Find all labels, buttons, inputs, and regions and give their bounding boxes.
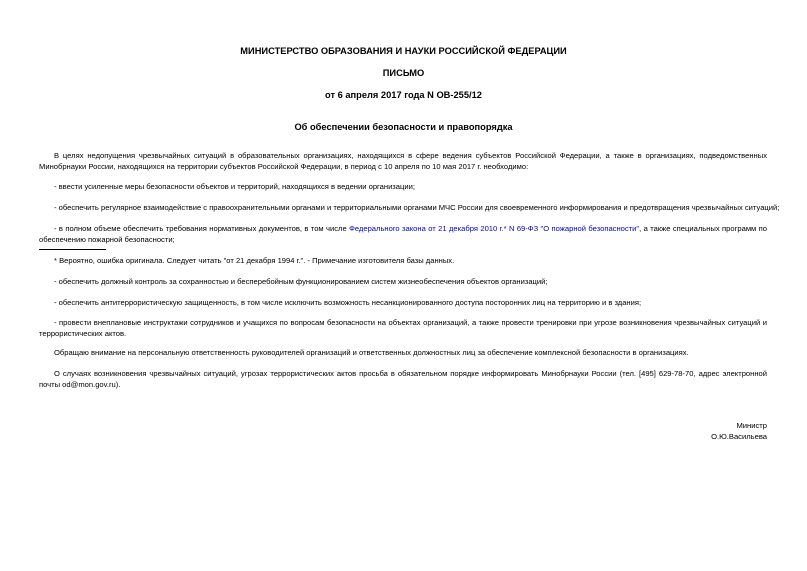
fire-safety-text-end: , а также специальных программ по обеспечению пожарной безопасности; (39, 224, 768, 244)
list-item-life-support: - обеспечить должный контроль за сохранностью и бесперебойным функционированием систем жизнеобеспечения объектов организаций; (54, 277, 548, 286)
responsibility-paragraph: Обращаю внимание на персональную ответственность руководителей организаций и ответственных должностных лиц за обеспечение комплексной безопасности в организациях. (54, 348, 689, 357)
reporting-paragraph: О случаях возникновения чрезвычайных ситуаций, угрозах террористических актов просьба в обязательном порядке информировать Минобрнауки России (тел. [495] 629-78-70, адрес электронной почты od@mon.gov.ru). (39, 369, 767, 389)
intro-paragraph: В целях недопущения чрезвычайных ситуаций в образовательных организациях, находящихся в сфере ведения субъектов Российской Федерации, а также в организациях, подведомственных Минобрнауки России, находящихся на территории субъектов Российской Федерации, в период с 10 апреля по 10 мая 2017 г. необходимо: (39, 151, 767, 171)
federal-law-link[interactable]: Федерального закона от 21 декабря 2010 г.* N 69-ФЗ "О пожарной безопасности" (349, 224, 640, 233)
fire-safety-text-start: - в полном объеме обеспечить требования нормативных документов, в том числе (54, 224, 350, 233)
list-item-briefings: - провести внеплановые инструктажи сотрудников и учащихся по вопросам безопасности на объектах организаций, а также провести тренировки при угрозе возникновения чрезвычайных ситуаций и террористических актов. (39, 318, 767, 338)
list-item-security-measures: - ввести усиленные меры безопасности объектов и территорий, находящихся в ведении организации; (54, 182, 415, 191)
signatory-position: Министр (736, 421, 767, 430)
signatory-name: О.Ю.Васильева (711, 432, 767, 441)
footnote: * Вероятно, ошибка оригинала. Следует читать "от 21 декабря 1994 г.". - Примечание изготовителя базы данных. (54, 256, 455, 265)
document-date-number: от 6 апреля 2017 года N ОВ-255/12 (325, 90, 482, 100)
document-subject: Об обеспечении безопасности и правопорядка (294, 122, 513, 132)
ministry-heading: МИНИСТЕРСТВО ОБРАЗОВАНИЯ И НАУКИ РОССИЙСКОЙ ФЕДЕРАЦИИ (240, 46, 567, 56)
list-item-interaction: - обеспечить регулярное взаимодействие с правоохранительными органами и территориальными органами МЧС России для своевременного информирования и предотвращения чрезвычайных ситуаций; (54, 203, 780, 212)
list-item-antiterror: - обеспечить антитеррористическую защищенность, в том числе исключить возможность несанкционированного доступа посторонних лиц на территорию и в здания; (54, 298, 642, 307)
document-type: ПИСЬМО (382, 68, 425, 78)
list-item-fire-safety (39, 224, 767, 245)
footnote-divider (39, 249, 106, 250)
